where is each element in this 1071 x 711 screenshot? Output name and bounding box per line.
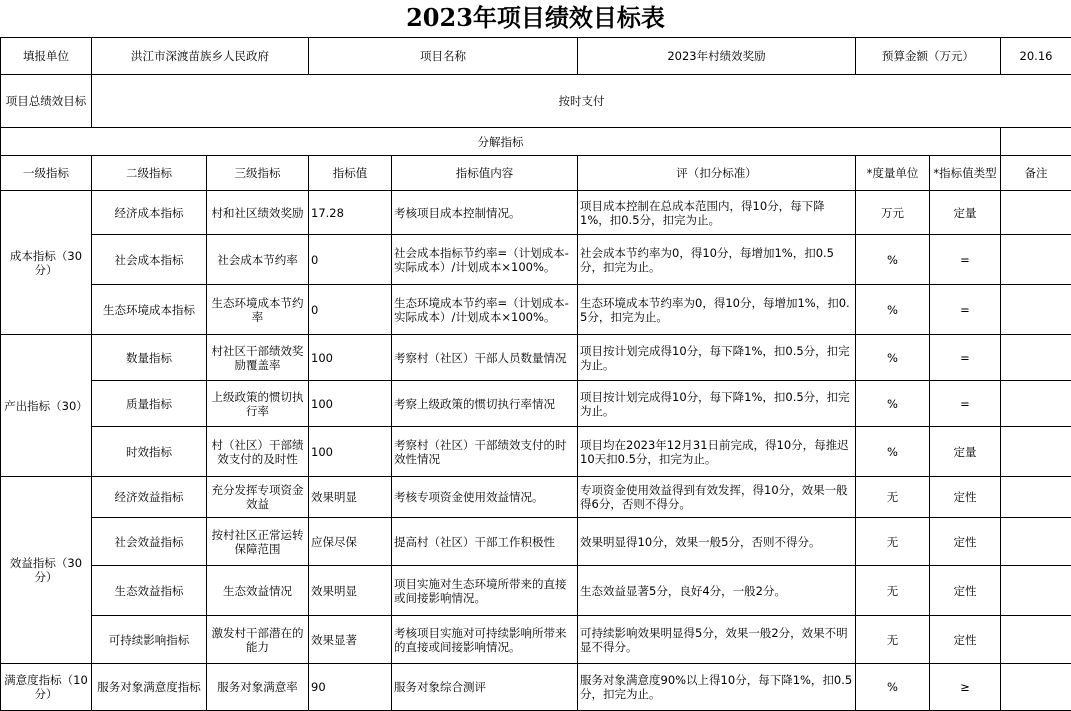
- type-cell: 定性: [930, 616, 1001, 664]
- budget-value: 20.16: [1001, 38, 1071, 75]
- level3-cell: 按村社区正常运转保障范围: [207, 518, 309, 566]
- col-scoring: 评（扣分标准）: [578, 156, 856, 191]
- unit-value: 洪江市深渡苗族乡人民政府: [92, 38, 309, 75]
- level2-cell: 质量指标: [92, 381, 207, 427]
- scoring-cell: 生态环境成本节约率为0，得10分，每增加1%，扣0.5分，扣完为止。: [578, 285, 856, 335]
- content-cell: 考察村（社区）干部绩效支付的时效性情况: [392, 427, 578, 477]
- level3-cell: 村和社区绩效奖励: [207, 191, 309, 235]
- note-cell: [1001, 381, 1071, 427]
- type-cell: 定性: [930, 566, 1001, 616]
- performance-table: [0, 37, 1071, 711]
- unit-cell: 无: [856, 566, 930, 616]
- value-cell: 效果明显: [309, 566, 392, 616]
- level2-cell: 社会成本指标: [92, 235, 207, 285]
- level3-cell: 村社区干部绩效奖励覆盖率: [207, 335, 309, 381]
- level2-cell: 服务对象满意度指标: [92, 664, 207, 711]
- note-cell: [1001, 235, 1071, 285]
- level3-cell: 服务对象满意率: [207, 664, 309, 711]
- level3-cell: 激发村干部潜在的能力: [207, 616, 309, 664]
- table-row: [1, 664, 1071, 711]
- content-cell: 社会成本指标节约率=（计划成本-实际成本）/计划成本×100%。: [392, 235, 578, 285]
- scoring-cell: 可持续影响效果明显得5分，效果一般2分，效果不明显不得分。: [578, 616, 856, 664]
- scoring-cell: 项目均在2023年12月31日前完成，得10分，每推迟10天扣0.5分，扣完为止。: [578, 427, 856, 477]
- value-cell: 应保尽保: [309, 518, 392, 566]
- scoring-cell: 社会成本节约率为0，得10分，每增加1%，扣0.5分，扣完为止。: [578, 235, 856, 285]
- breakdown-empty-cell: [1001, 128, 1071, 156]
- unit-cell: %: [856, 427, 930, 477]
- breakdown-row: [1, 128, 1071, 156]
- level2-cell: 经济成本指标: [92, 191, 207, 235]
- level2-cell: 可持续影响指标: [92, 616, 207, 664]
- content-cell: 考核项目实施对可持续影响所带来的直接或间接影响情况。: [392, 616, 578, 664]
- unit-cell: 无: [856, 616, 930, 664]
- col-content: 指标值内容: [392, 156, 578, 191]
- level1-cell: 效益指标（30分）: [1, 477, 92, 664]
- table-row: [1, 477, 1071, 518]
- value-cell: 100: [309, 335, 392, 381]
- level3-cell: 生态环境成本节约率: [207, 285, 309, 335]
- level1-cell: 产出指标（30）: [1, 335, 92, 477]
- scoring-cell: 项目按计划完成得10分，每下降1%，扣0.5分，扣完为止。: [578, 335, 856, 381]
- level2-cell: 社会效益指标: [92, 518, 207, 566]
- content-cell: 生态环境成本节约率=（计划成本-实际成本）/计划成本×100%。: [392, 285, 578, 335]
- level2-cell: 数量指标: [92, 335, 207, 381]
- unit-cell: %: [856, 664, 930, 711]
- column-header-row: [1, 156, 1071, 191]
- col-level1: 一级指标: [1, 156, 92, 191]
- unit-cell: 无: [856, 518, 930, 566]
- type-cell: =: [930, 235, 1001, 285]
- type-cell: 定量: [930, 191, 1001, 235]
- level1-cell: 满意度指标（10分）: [1, 664, 92, 711]
- value-cell: 90: [309, 664, 392, 711]
- scoring-cell: 项目成本控制在总成本范围内，得10分，每下降1%，扣0.5分，扣完为止。: [578, 191, 856, 235]
- header-row: [1, 38, 1071, 75]
- scoring-cell: 生态效益显著5分，良好4分，一般2分。: [578, 566, 856, 616]
- budget-label: 预算金额（万元）: [856, 38, 1001, 75]
- level3-cell: 上级政策的惯切执行率: [207, 381, 309, 427]
- project-name-label: 项目名称: [309, 38, 578, 75]
- content-cell: 考察村（社区）干部人员数量情况: [392, 335, 578, 381]
- table-row: [1, 518, 1071, 566]
- level3-cell: 充分发挥专项资金效益: [207, 477, 309, 518]
- note-cell: [1001, 191, 1071, 235]
- value-cell: 100: [309, 381, 392, 427]
- level3-cell: 村（社区）干部绩效支付的及时性: [207, 427, 309, 477]
- value-cell: 效果明显: [309, 477, 392, 518]
- table-title: 2023年项目绩效目标表: [0, 0, 1071, 36]
- unit-cell: %: [856, 285, 930, 335]
- overall-label: 项目总绩效目标: [1, 75, 92, 128]
- col-level3: 三级指标: [207, 156, 309, 191]
- unit-cell: %: [856, 381, 930, 427]
- content-cell: 考核专项资金使用效益情况。: [392, 477, 578, 518]
- scoring-cell: 专项资金使用效益得到有效发挥，得10分，效果一般得6分，否则不得分。: [578, 477, 856, 518]
- content-cell: 考核项目成本控制情况。: [392, 191, 578, 235]
- content-cell: 考察上级政策的惯切执行率情况: [392, 381, 578, 427]
- content-cell: 提高村（社区）干部工作积极性: [392, 518, 578, 566]
- level2-cell: 经济效益指标: [92, 477, 207, 518]
- note-cell: [1001, 566, 1071, 616]
- type-cell: 定量: [930, 427, 1001, 477]
- content-cell: 项目实施对生态环境所带来的直接或间接影响情况。: [392, 566, 578, 616]
- project-name-value: 2023年村绩效奖励: [578, 38, 856, 75]
- table-row: [1, 616, 1071, 664]
- note-cell: [1001, 427, 1071, 477]
- type-cell: 定性: [930, 477, 1001, 518]
- type-cell: =: [930, 381, 1001, 427]
- col-level2: 二级指标: [92, 156, 207, 191]
- value-cell: 效果显著: [309, 616, 392, 664]
- table-row: [1, 235, 1071, 285]
- table-row: [1, 427, 1071, 477]
- overall-row: [1, 75, 1071, 128]
- note-cell: [1001, 616, 1071, 664]
- table-row: [1, 381, 1071, 427]
- type-cell: 定性: [930, 518, 1001, 566]
- value-cell: 0: [309, 235, 392, 285]
- unit-label: 填报单位: [1, 38, 92, 75]
- scoring-cell: 效果明显得10分，效果一般5分，否则不得分。: [578, 518, 856, 566]
- unit-cell: %: [856, 235, 930, 285]
- note-cell: [1001, 518, 1071, 566]
- level1-cell: 成本指标（30分）: [1, 191, 92, 335]
- col-type: *指标值类型: [930, 156, 1001, 191]
- content-cell: 服务对象综合测评: [392, 664, 578, 711]
- note-cell: [1001, 335, 1071, 381]
- scoring-cell: 项目按计划完成得10分，每下降1%，扣0.5分，扣完为止。: [578, 381, 856, 427]
- level2-cell: 时效指标: [92, 427, 207, 477]
- note-cell: [1001, 477, 1071, 518]
- level3-cell: 社会成本节约率: [207, 235, 309, 285]
- type-cell: ≥: [930, 664, 1001, 711]
- value-cell: 100: [309, 427, 392, 477]
- scoring-cell: 服务对象满意度90%以上得10分，每下降1%，扣0.5分，扣完为止。: [578, 664, 856, 711]
- table-row: [1, 285, 1071, 335]
- table-row: [1, 191, 1071, 235]
- type-cell: =: [930, 335, 1001, 381]
- table-row: [1, 566, 1071, 616]
- note-cell: [1001, 664, 1071, 711]
- col-value: 指标值: [309, 156, 392, 191]
- unit-cell: 万元: [856, 191, 930, 235]
- col-unit: *度量单位: [856, 156, 930, 191]
- breakdown-label: 分解指标: [1, 128, 1001, 156]
- level2-cell: 生态环境成本指标: [92, 285, 207, 335]
- col-note: 备注: [1001, 156, 1071, 191]
- level2-cell: 生态效益指标: [92, 566, 207, 616]
- table-row: [1, 335, 1071, 381]
- value-cell: 17.28: [309, 191, 392, 235]
- overall-value: 按时支付: [92, 75, 1071, 128]
- note-cell: [1001, 285, 1071, 335]
- unit-cell: %: [856, 335, 930, 381]
- level3-cell: 生态效益情况: [207, 566, 309, 616]
- value-cell: 0: [309, 285, 392, 335]
- type-cell: =: [930, 285, 1001, 335]
- unit-cell: 无: [856, 477, 930, 518]
